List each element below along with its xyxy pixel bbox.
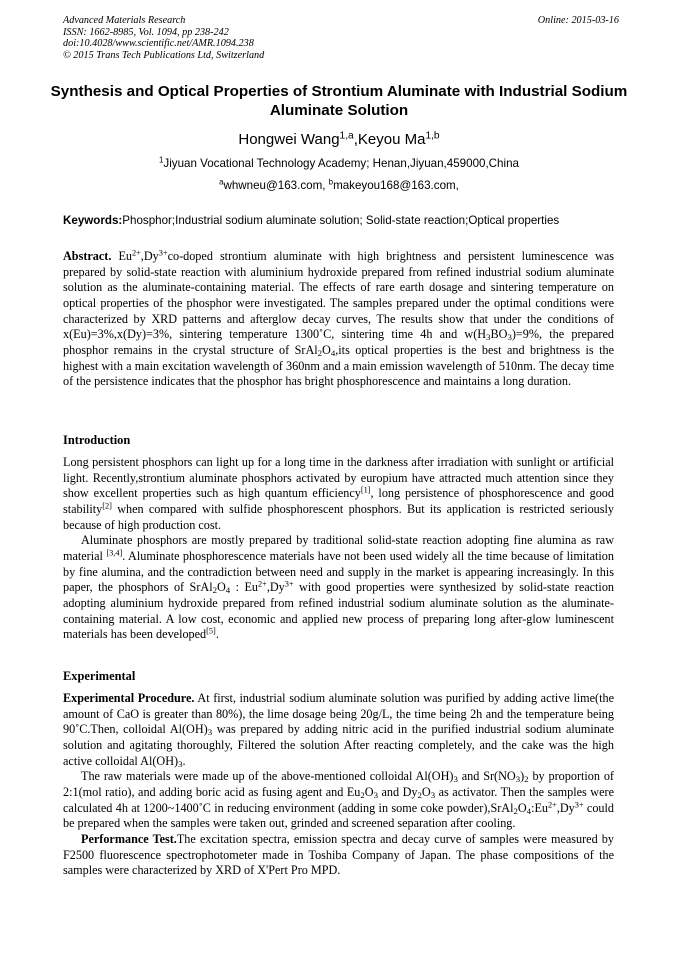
text-run: and Sr(NO (457, 769, 516, 784)
text-run: was prepared by adding nitric acid in the purified industrial sodium aluminate solution and agitating thoroughly, Filtered the solution After reacting completely, and the cake was the high active colloidal Al(OH) (63, 722, 615, 768)
doi-line: doi:10.4028/www.scientific.net/AMR.1094.238 (63, 38, 254, 50)
superscript: 2+ (548, 800, 557, 810)
abstract-label: Abstract. (63, 249, 112, 263)
subscript: 2 (513, 805, 518, 816)
affil-marker: 1 (159, 155, 164, 165)
issn-line: ISSN: 1662-8985, Vol. 1094, pp 238-242 (63, 26, 229, 38)
intro-paragraph-2 (63, 533, 614, 643)
text-run: ,Dy (556, 800, 575, 815)
text-run: with good properties were synthesized by solid-state reaction adopting aluminium hydroxide prepared from refined industrial sodium aluminate solution as the aluminate-containing material. A low cost, economic and applied new process of preparing long after-glow luminescent materials has been developed (63, 580, 615, 642)
email-a: whwneu@163.com, (223, 179, 329, 192)
journal-header (63, 15, 619, 61)
superscript: 3+ (284, 579, 294, 589)
text-run: by proportion of 2:1(mol ratio), and adding boric acid as fusing agent and Eu (63, 769, 614, 799)
author-emails (40, 179, 638, 193)
raw-materials-paragraph (63, 769, 614, 832)
text-run: O (517, 800, 527, 815)
experimental-section (63, 691, 614, 879)
citation-ref: [3,4] (106, 548, 123, 558)
author-affil-marker: 1,a (339, 130, 354, 142)
text-run: . (215, 627, 219, 642)
superscript: 2+ (258, 579, 267, 589)
author-name: Keyou Ma (357, 131, 426, 148)
text-run: could be prepared when the samples were taken out, grinded and screened separation after cooling. (63, 800, 614, 831)
text-run: O (216, 580, 226, 595)
subscript: 2 (417, 790, 422, 801)
text-run: O (421, 784, 431, 799)
subscript: 4 (526, 805, 532, 816)
subscript: 2 (317, 348, 323, 359)
experimental-procedure-paragraph (63, 691, 614, 769)
text-run: ,Dy (140, 249, 159, 263)
subscript: 3 (507, 332, 512, 343)
keywords (63, 214, 623, 228)
author-affil-marker: 1,b (425, 130, 440, 142)
author-name: Hongwei Wang (238, 131, 340, 148)
text-run: . Aluminate phosphorescence materials have not been used widely all the time because of limitation by fine alumina, and the contradiction between need and supply in the market is appearing increasingly. In this paper, the phosphors of SrAl (63, 548, 614, 595)
text-run: The raw materials were made up of the above-mentioned colloidal Al(OH) (81, 769, 454, 784)
subscript: 3 (207, 727, 213, 738)
abstract (63, 249, 614, 390)
copyright-line: © 2015 Trans Tech Publications Ltd, Switzerland (63, 49, 265, 61)
keywords-label: Keywords: (63, 214, 123, 227)
subscript: 4 (225, 585, 231, 596)
author-separator: , (353, 131, 358, 148)
text-run: as activator. Then the samples were calculated 4h at 1200~1400˚C in reducing environment (adding in some coke powder),SrAl (63, 784, 614, 815)
email-b: makeyou168@163.com, (333, 179, 459, 192)
subscript: 3 (430, 790, 436, 801)
intro-paragraph-1 (63, 455, 614, 533)
procedure-label: Experimental Procedure. (63, 691, 195, 705)
paper-title: Synthesis and Optical Properties of Strontium Aluminate with Industrial Sodium Aluminate Solution (50, 83, 628, 119)
text-run: O (322, 342, 331, 357)
text-run: Aluminate phosphors are mostly prepared by traditional solid-state reaction adopting fine alumina as raw material (63, 533, 614, 563)
abstract-paragraph (63, 249, 614, 390)
section-heading-experimental: Experimental (63, 669, 136, 683)
subscript: 3 (373, 790, 378, 801)
keywords-text: Phosphor;Industrial sodium aluminate solution; Solid-state reaction;Optical properties (122, 214, 560, 227)
text-run: Long persistent phosphors can light up for a long time in the darkness after irradiation with sunlight or artificial light. Recently,strontium aluminate phosphors activated by europium have attracted much attention since they show excellent properties such as high quantum efficiency (63, 455, 614, 501)
subscript: 2 (524, 774, 529, 785)
text-run: ,its optical properties is the best and brightness is the highest with a main excitation wavelength of 360nm and a main emission wavelength of 510nm. The decay time of the persistence indicates that the phosphor has bright phosphorescence and maintains a long duration. (63, 342, 614, 389)
text-run: BO (490, 327, 508, 342)
subscript: 3 (178, 758, 183, 769)
superscript: 3+ (574, 800, 584, 810)
citation-ref: [5] (206, 626, 216, 636)
text-run: : Eu (230, 580, 259, 595)
subscript: 3 (453, 774, 458, 785)
text-run: . (182, 753, 186, 768)
citation-ref: [1] (360, 485, 371, 495)
text-run: )=9%, the prepared phosphor remains in the crystal structure of SrAl (63, 327, 614, 357)
email-marker: b (328, 177, 334, 187)
subscript: 2 (212, 585, 217, 596)
text-run: ) (520, 769, 525, 784)
text-run: ,Dy (266, 580, 285, 595)
text-run: At first, industrial sodium aluminate solution was purified by adding active lime(the amount of CaO is greater than 80%), the lime dosage being 20g/L, the time being 2h and the temperature being 90˚C.Then, colloidal Al(OH) (63, 691, 614, 737)
performance-label: Performance Test. (81, 831, 177, 846)
citation-ref: [2] (102, 501, 112, 511)
subscript: 2 (360, 790, 365, 801)
superscript: 3+ (158, 248, 168, 258)
subscript: 3 (486, 332, 491, 343)
text-run: when compared with sulfide phosphorescent phosphors. But its application is restricted seriously because of high production cost. (63, 501, 614, 532)
text-run: The excitation spectra, emission spectra and decay curve of samples were measured by F2500 fluorescence spectrophotometer made in Toshiba Company of Japan. The phase compositions of the samples were characterized by XRD of X'Pert Pro MPD. (63, 831, 614, 878)
subscript: 3 (515, 774, 521, 785)
section-heading-introduction: Introduction (63, 433, 131, 447)
online-date: Online: 2015-03-16 (537, 15, 619, 26)
text-run: :Eu (531, 800, 548, 815)
subscript: 4 (330, 348, 336, 359)
author-list (40, 131, 638, 149)
affiliation (40, 157, 638, 171)
text-run: O (364, 784, 374, 799)
performance-test-paragraph (63, 832, 614, 879)
text-run: co-doped strontium aluminate with high brightness and persistent luminescence was prepared by solid-state reaction with aluminium hydroxide prepared from refined industrial sodium aluminate solution as the aluminate-containing material. The effects of rare earth dosage and sintering temperature on optical properties of the phosphor were investigated. The samples prepared under the optimal conditions were characterized by XRD patterns and afterglow decay curves, The results show that under the conditions of x(Eu)=3%,x(Dy)=3%, sintering temperature 1300˚C, sintering time 4h and w(H (63, 249, 614, 342)
superscript: 2+ (131, 248, 141, 258)
email-marker: a (219, 177, 224, 187)
journal-name: Advanced Materials Research (63, 15, 186, 26)
text-run: Eu (111, 249, 132, 263)
text-run: , long persistence of phosphorescence and good stability (63, 486, 614, 516)
introduction-section (63, 455, 614, 643)
text-run: and Dy (378, 784, 418, 799)
affil-text: Jiyuan Vocational Technology Academy; Henan,Jiyuan,459000,China (163, 157, 519, 170)
